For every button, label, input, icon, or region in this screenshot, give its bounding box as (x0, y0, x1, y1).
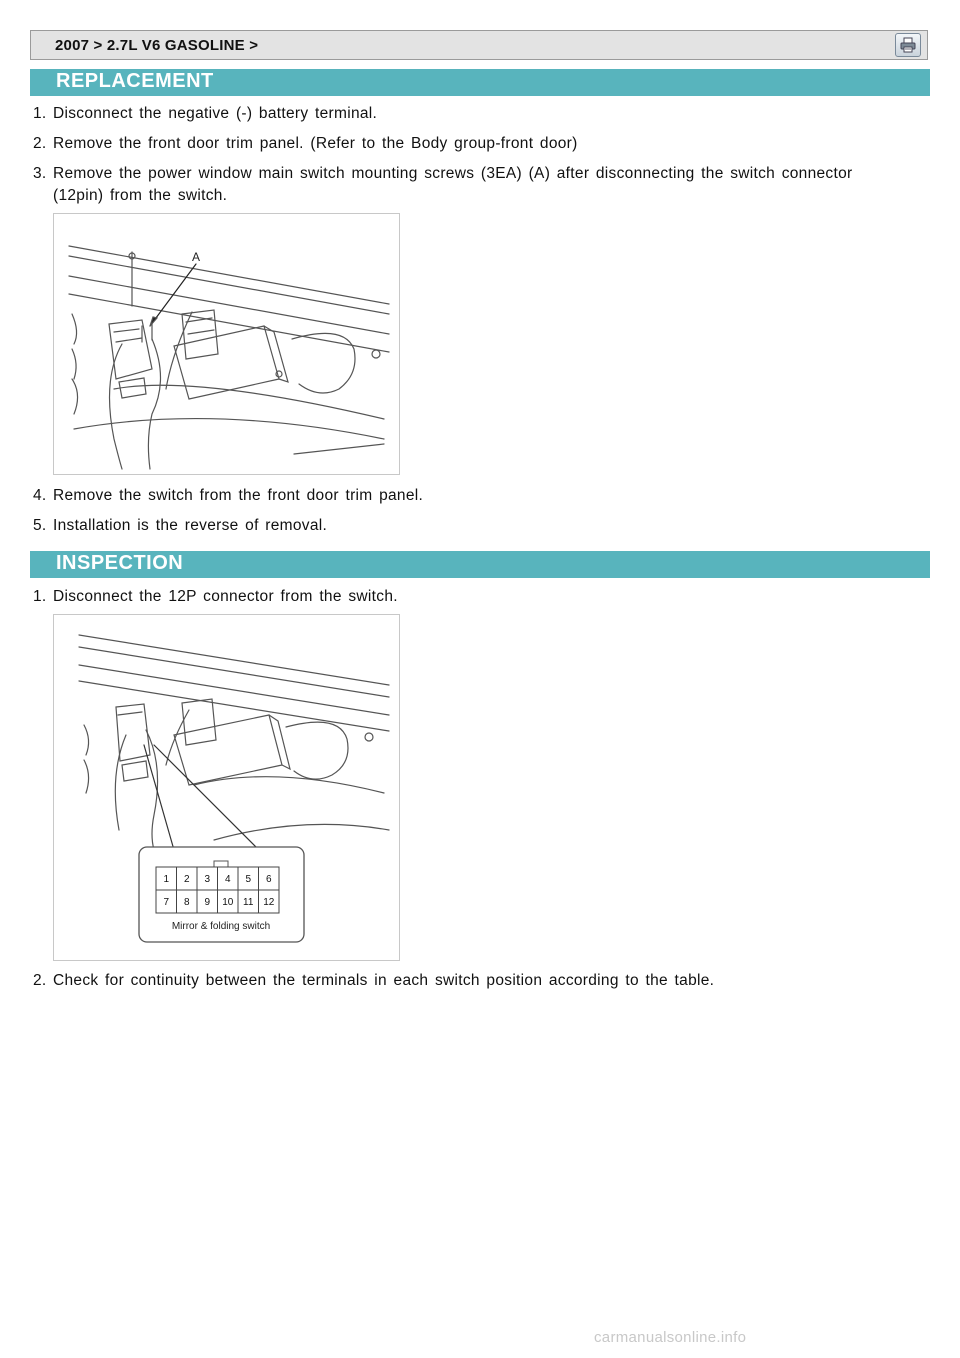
connector-pin-number: 5 (245, 874, 252, 885)
step-item: 2. Remove the front door trim panel. (Refer to the Body group-front door) (33, 135, 578, 152)
step-item: 1. Disconnect the 12P connector from the switch. (33, 588, 398, 605)
connector-pin-number: 4 (224, 874, 231, 885)
connector-pin-number: 12 (263, 897, 275, 908)
connector-pin-number: 6 (265, 874, 272, 885)
breadcrumb: 2007 > 2.7L V6 GASOLINE > (55, 37, 259, 54)
step-item: 5. Installation is the reverse of removal. (33, 517, 328, 534)
printer-icon (900, 37, 916, 53)
connector-pin-number: 2 (183, 874, 190, 885)
breadcrumb-bar (30, 30, 928, 60)
section-header-replacement (30, 69, 930, 96)
step-item: 4. Remove the switch from the front door trim panel. (33, 487, 424, 504)
connector-pin-number: 8 (183, 897, 190, 908)
connector-caption: Mirror & folding switch (171, 921, 271, 932)
connector-pin-number: 1 (163, 874, 170, 885)
figure-switch-removal (53, 213, 400, 475)
connector-pin-number: 10 (222, 897, 234, 908)
footer-watermark: carmanualsonline.info (594, 1329, 747, 1346)
connector-pin-number: 9 (204, 897, 211, 908)
print-button[interactable] (895, 33, 921, 57)
connector-pin-number: 3 (204, 874, 211, 885)
section-title: INSPECTION (56, 552, 184, 574)
figure-label-a: A (192, 250, 201, 264)
step-item: 3. Remove the power window main switch mounting screws (3EA) (A) after disconnecting the switch connector (12pin) from the switch. (33, 165, 853, 204)
section-header-inspection (30, 551, 930, 578)
section-title: REPLACEMENT (56, 70, 214, 92)
figure-connector-pinout (53, 614, 400, 961)
connector-pin-number: 11 (243, 897, 254, 908)
connector-pin-number: 7 (163, 897, 170, 908)
step-item: 2. Check for continuity between the terminals in each switch position according to the table. (33, 972, 715, 989)
step-item: 1. Disconnect the negative (-) battery terminal. (33, 105, 378, 122)
